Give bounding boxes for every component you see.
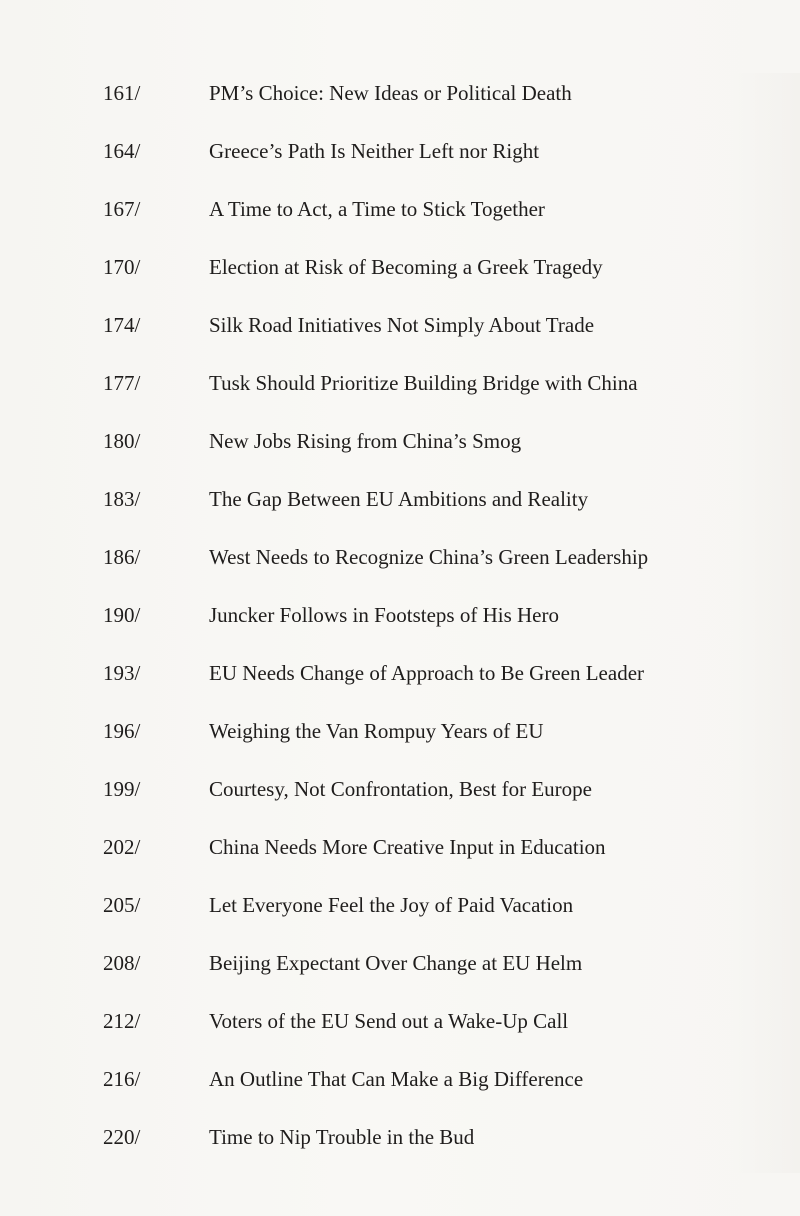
toc-entry (0, 1059, 800, 1117)
toc-entry (0, 131, 800, 189)
toc-page-number: 202/ (103, 835, 141, 859)
toc-page-number: 216/ (103, 1067, 141, 1091)
toc-title: The Gap Between EU Ambitions and Reality (209, 487, 589, 511)
toc-title: An Outline That Can Make a Big Difference (209, 1067, 584, 1091)
toc-title: PM’s Choice: New Ideas or Political Death (209, 81, 572, 105)
toc-entry (0, 885, 800, 943)
toc-title: Silk Road Initiatives Not Simply About Trade (209, 313, 595, 337)
toc-entry (0, 827, 800, 885)
toc-entry (0, 1001, 800, 1059)
toc-entry (0, 247, 800, 305)
toc-entry (0, 421, 800, 479)
toc-page-number: 199/ (103, 777, 141, 801)
toc-title: Weighing the Van Rompuy Years of EU (209, 719, 544, 743)
toc-title: Greece’s Path Is Neither Left nor Right (209, 139, 540, 163)
toc-title: Juncker Follows in Footsteps of His Hero (209, 603, 559, 627)
toc-title: New Jobs Rising from China’s Smog (209, 429, 522, 453)
toc-page-number: 161/ (103, 81, 141, 105)
toc-entry (0, 653, 800, 711)
toc-page-number: 212/ (103, 1009, 141, 1033)
toc-page-number: 170/ (103, 255, 141, 279)
toc-entry (0, 595, 800, 653)
toc-title: Election at Risk of Becoming a Greek Tragedy (209, 255, 603, 279)
toc-page-number: 220/ (103, 1125, 141, 1149)
toc-page-number: 177/ (103, 371, 141, 395)
toc-page-number: 164/ (103, 139, 141, 163)
toc-page-number: 174/ (103, 313, 141, 337)
toc-page-number: 167/ (103, 197, 141, 221)
toc-page-number: 190/ (103, 603, 141, 627)
table-of-contents (0, 73, 800, 1175)
toc-title: Courtesy, Not Confrontation, Best for Europe (209, 777, 592, 801)
toc-page-number: 186/ (103, 545, 141, 569)
toc-entry (0, 73, 800, 131)
toc-entry (0, 769, 800, 827)
toc-entry (0, 479, 800, 537)
toc-title: Let Everyone Feel the Joy of Paid Vacation (209, 893, 574, 917)
toc-title: West Needs to Recognize China’s Green Leadership (209, 545, 649, 569)
toc-entry (0, 305, 800, 363)
toc-page-number: 183/ (103, 487, 141, 511)
toc-page-number: 208/ (103, 951, 141, 975)
toc-entry (0, 943, 800, 1001)
toc-page-number: 180/ (103, 429, 141, 453)
toc-entry (0, 1117, 800, 1175)
toc-entry (0, 363, 800, 421)
toc-title: EU Needs Change of Approach to Be Green Leader (209, 661, 645, 685)
toc-entry (0, 711, 800, 769)
toc-title: A Time to Act, a Time to Stick Together (209, 197, 545, 221)
toc-title: China Needs More Creative Input in Education (209, 835, 606, 859)
toc-page-number: 196/ (103, 719, 141, 743)
toc-title: Voters of the EU Send out a Wake-Up Call (209, 1009, 569, 1033)
toc-title: Time to Nip Trouble in the Bud (209, 1125, 475, 1149)
toc-page-number: 193/ (103, 661, 141, 685)
toc-title: Beijing Expectant Over Change at EU Helm (209, 951, 583, 975)
toc-page-number: 205/ (103, 893, 141, 917)
toc-title: Tusk Should Prioritize Building Bridge with China (209, 371, 638, 395)
toc-entry (0, 537, 800, 595)
toc-entry (0, 189, 800, 247)
